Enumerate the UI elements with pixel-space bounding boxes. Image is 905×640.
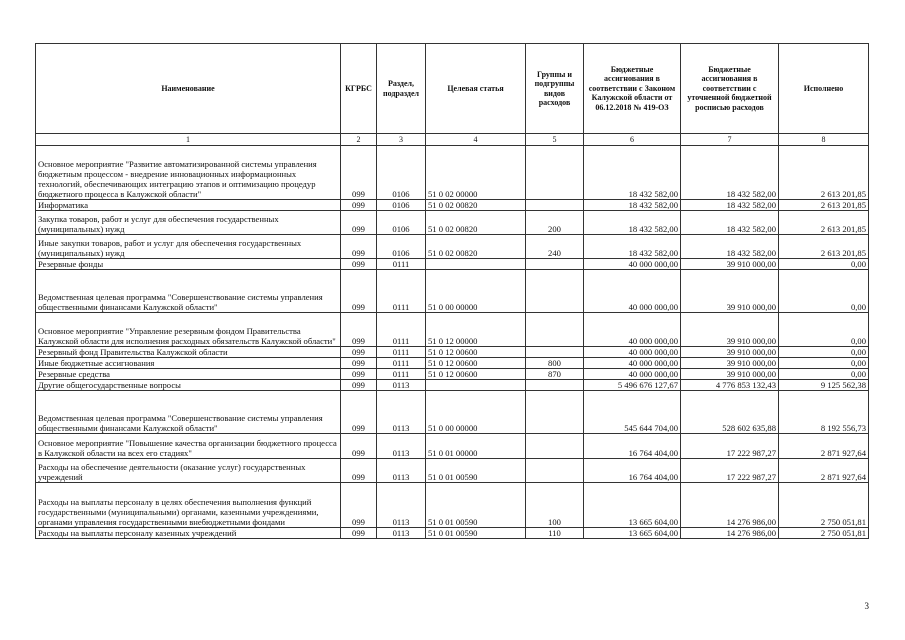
row-name: Иные закупки товаров, работ и услуг для обеспечения государственных (муниципальных) нужд <box>36 235 341 259</box>
row-section: 0111 <box>377 259 426 270</box>
row-refined-amount: 18 432 582,00 <box>681 235 779 259</box>
row-grbs: 099 <box>341 459 377 483</box>
header-row <box>36 44 869 134</box>
row-group <box>526 270 584 313</box>
row-name: Основное мероприятие "Повышение качества организации бюджетного процесса в Калужской области на всех его стадиях" <box>36 434 341 459</box>
row-section: 0106 <box>377 200 426 211</box>
row-name: Резервные фонды <box>36 259 341 270</box>
row-grbs: 099 <box>341 380 377 391</box>
header-target: Целевая статья <box>426 44 526 134</box>
header-section: Раздел, подраздел <box>377 44 426 134</box>
row-target: 51 0 02 00000 <box>426 146 526 200</box>
row-section: 0111 <box>377 270 426 313</box>
row-grbs: 099 <box>341 483 377 528</box>
table-row <box>36 358 869 369</box>
row-grbs: 099 <box>341 347 377 358</box>
table-row <box>36 369 869 380</box>
row-target: 51 0 01 00590 <box>426 459 526 483</box>
table-body <box>36 146 869 539</box>
row-group <box>526 200 584 211</box>
row-group <box>526 259 584 270</box>
row-section: 0113 <box>377 434 426 459</box>
row-target: 51 0 02 00820 <box>426 235 526 259</box>
row-refined-amount: 14 276 986,00 <box>681 528 779 539</box>
row-section: 0113 <box>377 459 426 483</box>
table-row <box>36 259 869 270</box>
row-refined-amount: 39 910 000,00 <box>681 259 779 270</box>
row-name: Закупка товаров, работ и услуг для обеспечения государственных (муниципальных) нужд <box>36 211 341 235</box>
row-section: 0111 <box>377 358 426 369</box>
row-executed-amount: 2 871 927,64 <box>779 459 869 483</box>
row-section: 0113 <box>377 380 426 391</box>
table-row <box>36 459 869 483</box>
row-executed-amount: 0,00 <box>779 358 869 369</box>
row-grbs: 099 <box>341 313 377 347</box>
row-law-amount: 18 432 582,00 <box>584 235 681 259</box>
header-name: Наименование <box>36 44 341 134</box>
row-grbs: 099 <box>341 270 377 313</box>
row-target: 51 0 00 00000 <box>426 391 526 434</box>
row-executed-amount: 8 192 556,73 <box>779 391 869 434</box>
row-law-amount: 18 432 582,00 <box>584 200 681 211</box>
row-law-amount: 40 000 000,00 <box>584 270 681 313</box>
column-number: 8 <box>779 134 869 146</box>
row-grbs: 099 <box>341 200 377 211</box>
row-section: 0111 <box>377 347 426 358</box>
column-number-row <box>36 134 869 146</box>
row-target: 51 0 12 00600 <box>426 358 526 369</box>
row-target: 51 0 01 00590 <box>426 483 526 528</box>
row-section: 0106 <box>377 235 426 259</box>
row-executed-amount: 2 750 051,81 <box>779 528 869 539</box>
row-target <box>426 380 526 391</box>
row-target: 51 0 02 00820 <box>426 211 526 235</box>
column-number: 5 <box>526 134 584 146</box>
column-number: 6 <box>584 134 681 146</box>
row-refined-amount: 528 602 635,88 <box>681 391 779 434</box>
row-refined-amount: 14 276 986,00 <box>681 483 779 528</box>
table-row <box>36 313 869 347</box>
row-target: 51 0 12 00000 <box>426 313 526 347</box>
row-grbs: 099 <box>341 528 377 539</box>
row-group: 870 <box>526 369 584 380</box>
row-refined-amount: 18 432 582,00 <box>681 211 779 235</box>
row-executed-amount: 2 750 051,81 <box>779 483 869 528</box>
table-row <box>36 391 869 434</box>
row-refined-amount: 17 222 987,27 <box>681 459 779 483</box>
column-number: 2 <box>341 134 377 146</box>
row-target: 51 0 01 00000 <box>426 434 526 459</box>
row-law-amount: 40 000 000,00 <box>584 259 681 270</box>
row-name: Расходы на выплаты персоналу казенных учреждений <box>36 528 341 539</box>
row-section: 0113 <box>377 391 426 434</box>
table-row <box>36 200 869 211</box>
row-executed-amount: 2 613 201,85 <box>779 235 869 259</box>
budget-table <box>35 43 869 539</box>
row-executed-amount: 0,00 <box>779 313 869 347</box>
row-law-amount: 16 764 404,00 <box>584 434 681 459</box>
row-refined-amount: 18 432 582,00 <box>681 200 779 211</box>
row-group <box>526 391 584 434</box>
row-group <box>526 434 584 459</box>
row-law-amount: 13 665 604,00 <box>584 528 681 539</box>
row-name: Резервные средства <box>36 369 341 380</box>
row-law-amount: 16 764 404,00 <box>584 459 681 483</box>
row-target: 51 0 01 00590 <box>426 528 526 539</box>
row-group: 200 <box>526 211 584 235</box>
header-law: Бюджетные ассигнования в соответствии с Законом Калужской области от 06.12.2018 № 419-ОЗ <box>584 44 681 134</box>
header-executed: Исполнено <box>779 44 869 134</box>
row-name: Ведомственная целевая программа "Совершенствование системы управления общественными финансами Калужской области" <box>36 270 341 313</box>
row-refined-amount: 39 910 000,00 <box>681 347 779 358</box>
column-number: 1 <box>36 134 341 146</box>
row-name: Иные бюджетные ассигнования <box>36 358 341 369</box>
row-refined-amount: 4 776 853 132,43 <box>681 380 779 391</box>
row-target: 51 0 12 00600 <box>426 369 526 380</box>
row-grbs: 099 <box>341 146 377 200</box>
row-name: Другие общегосударственные вопросы <box>36 380 341 391</box>
table-row <box>36 483 869 528</box>
row-grbs: 099 <box>341 211 377 235</box>
row-law-amount: 5 496 676 127,67 <box>584 380 681 391</box>
row-target: 51 0 00 00000 <box>426 270 526 313</box>
row-executed-amount: 2 871 927,64 <box>779 434 869 459</box>
row-executed-amount: 0,00 <box>779 270 869 313</box>
row-name: Основное мероприятие "Управление резервным фондом Правительства Калужской области для исполнения расходных обязательств Калужской области" <box>36 313 341 347</box>
row-law-amount: 18 432 582,00 <box>584 211 681 235</box>
row-law-amount: 545 644 704,00 <box>584 391 681 434</box>
row-executed-amount: 0,00 <box>779 259 869 270</box>
column-number: 4 <box>426 134 526 146</box>
row-group <box>526 380 584 391</box>
row-group <box>526 347 584 358</box>
row-name: Резервный фонд Правительства Калужской области <box>36 347 341 358</box>
table-row <box>36 146 869 200</box>
row-group: 110 <box>526 528 584 539</box>
row-law-amount: 40 000 000,00 <box>584 347 681 358</box>
row-refined-amount: 39 910 000,00 <box>681 369 779 380</box>
table-row <box>36 528 869 539</box>
row-section: 0113 <box>377 528 426 539</box>
row-law-amount: 40 000 000,00 <box>584 313 681 347</box>
row-group <box>526 459 584 483</box>
row-name: Расходы на выплаты персоналу в целях обеспечения выполнения функций государственными (муниципальными) органами, казенными учреждениями, органами управления государственными внебюджетными фондами <box>36 483 341 528</box>
column-number: 3 <box>377 134 426 146</box>
header-group: Группы и подгруппы видов расходов <box>526 44 584 134</box>
table-row <box>36 235 869 259</box>
row-name: Ведомственная целевая программа "Совершенствование системы управления общественными финансами Калужской области" <box>36 391 341 434</box>
row-grbs: 099 <box>341 391 377 434</box>
row-group: 100 <box>526 483 584 528</box>
row-executed-amount: 2 613 201,85 <box>779 146 869 200</box>
row-target: 51 0 12 00600 <box>426 347 526 358</box>
row-section: 0111 <box>377 313 426 347</box>
header-grbs: КГРБС <box>341 44 377 134</box>
row-section: 0106 <box>377 211 426 235</box>
row-name: Расходы на обеспечение деятельности (оказание услуг) государственных учреждений <box>36 459 341 483</box>
page-number: 3 <box>864 601 869 611</box>
table-row <box>36 380 869 391</box>
row-group <box>526 146 584 200</box>
row-executed-amount: 2 613 201,85 <box>779 211 869 235</box>
row-group: 240 <box>526 235 584 259</box>
table-row <box>36 211 869 235</box>
row-executed-amount: 0,00 <box>779 347 869 358</box>
row-name: Основное мероприятие "Развитие автоматизированной системы управления бюджетным процессом - внедрение инновационных информационных технологий, обеспечивающих интеграцию этапов и оптимизацию процедур бюджетного процесса в Калужской области" <box>36 146 341 200</box>
row-group: 800 <box>526 358 584 369</box>
row-target: 51 0 02 00820 <box>426 200 526 211</box>
row-law-amount: 40 000 000,00 <box>584 358 681 369</box>
row-grbs: 099 <box>341 434 377 459</box>
row-refined-amount: 39 910 000,00 <box>681 270 779 313</box>
row-section: 0106 <box>377 146 426 200</box>
row-name: Информатика <box>36 200 341 211</box>
row-refined-amount: 39 910 000,00 <box>681 313 779 347</box>
row-refined-amount: 18 432 582,00 <box>681 146 779 200</box>
row-executed-amount: 9 125 562,38 <box>779 380 869 391</box>
row-group <box>526 313 584 347</box>
row-refined-amount: 39 910 000,00 <box>681 358 779 369</box>
table-row <box>36 270 869 313</box>
column-number: 7 <box>681 134 779 146</box>
row-target <box>426 259 526 270</box>
row-executed-amount: 2 613 201,85 <box>779 200 869 211</box>
header-refined: Бюджетные ассигнования в соответствии с уточненной бюджетной росписью расходов <box>681 44 779 134</box>
row-grbs: 099 <box>341 235 377 259</box>
row-section: 0111 <box>377 369 426 380</box>
row-refined-amount: 17 222 987,27 <box>681 434 779 459</box>
row-grbs: 099 <box>341 358 377 369</box>
row-law-amount: 40 000 000,00 <box>584 369 681 380</box>
table-row <box>36 434 869 459</box>
row-grbs: 099 <box>341 259 377 270</box>
row-section: 0113 <box>377 483 426 528</box>
table-row <box>36 347 869 358</box>
row-executed-amount: 0,00 <box>779 369 869 380</box>
row-law-amount: 13 665 604,00 <box>584 483 681 528</box>
row-law-amount: 18 432 582,00 <box>584 146 681 200</box>
row-grbs: 099 <box>341 369 377 380</box>
